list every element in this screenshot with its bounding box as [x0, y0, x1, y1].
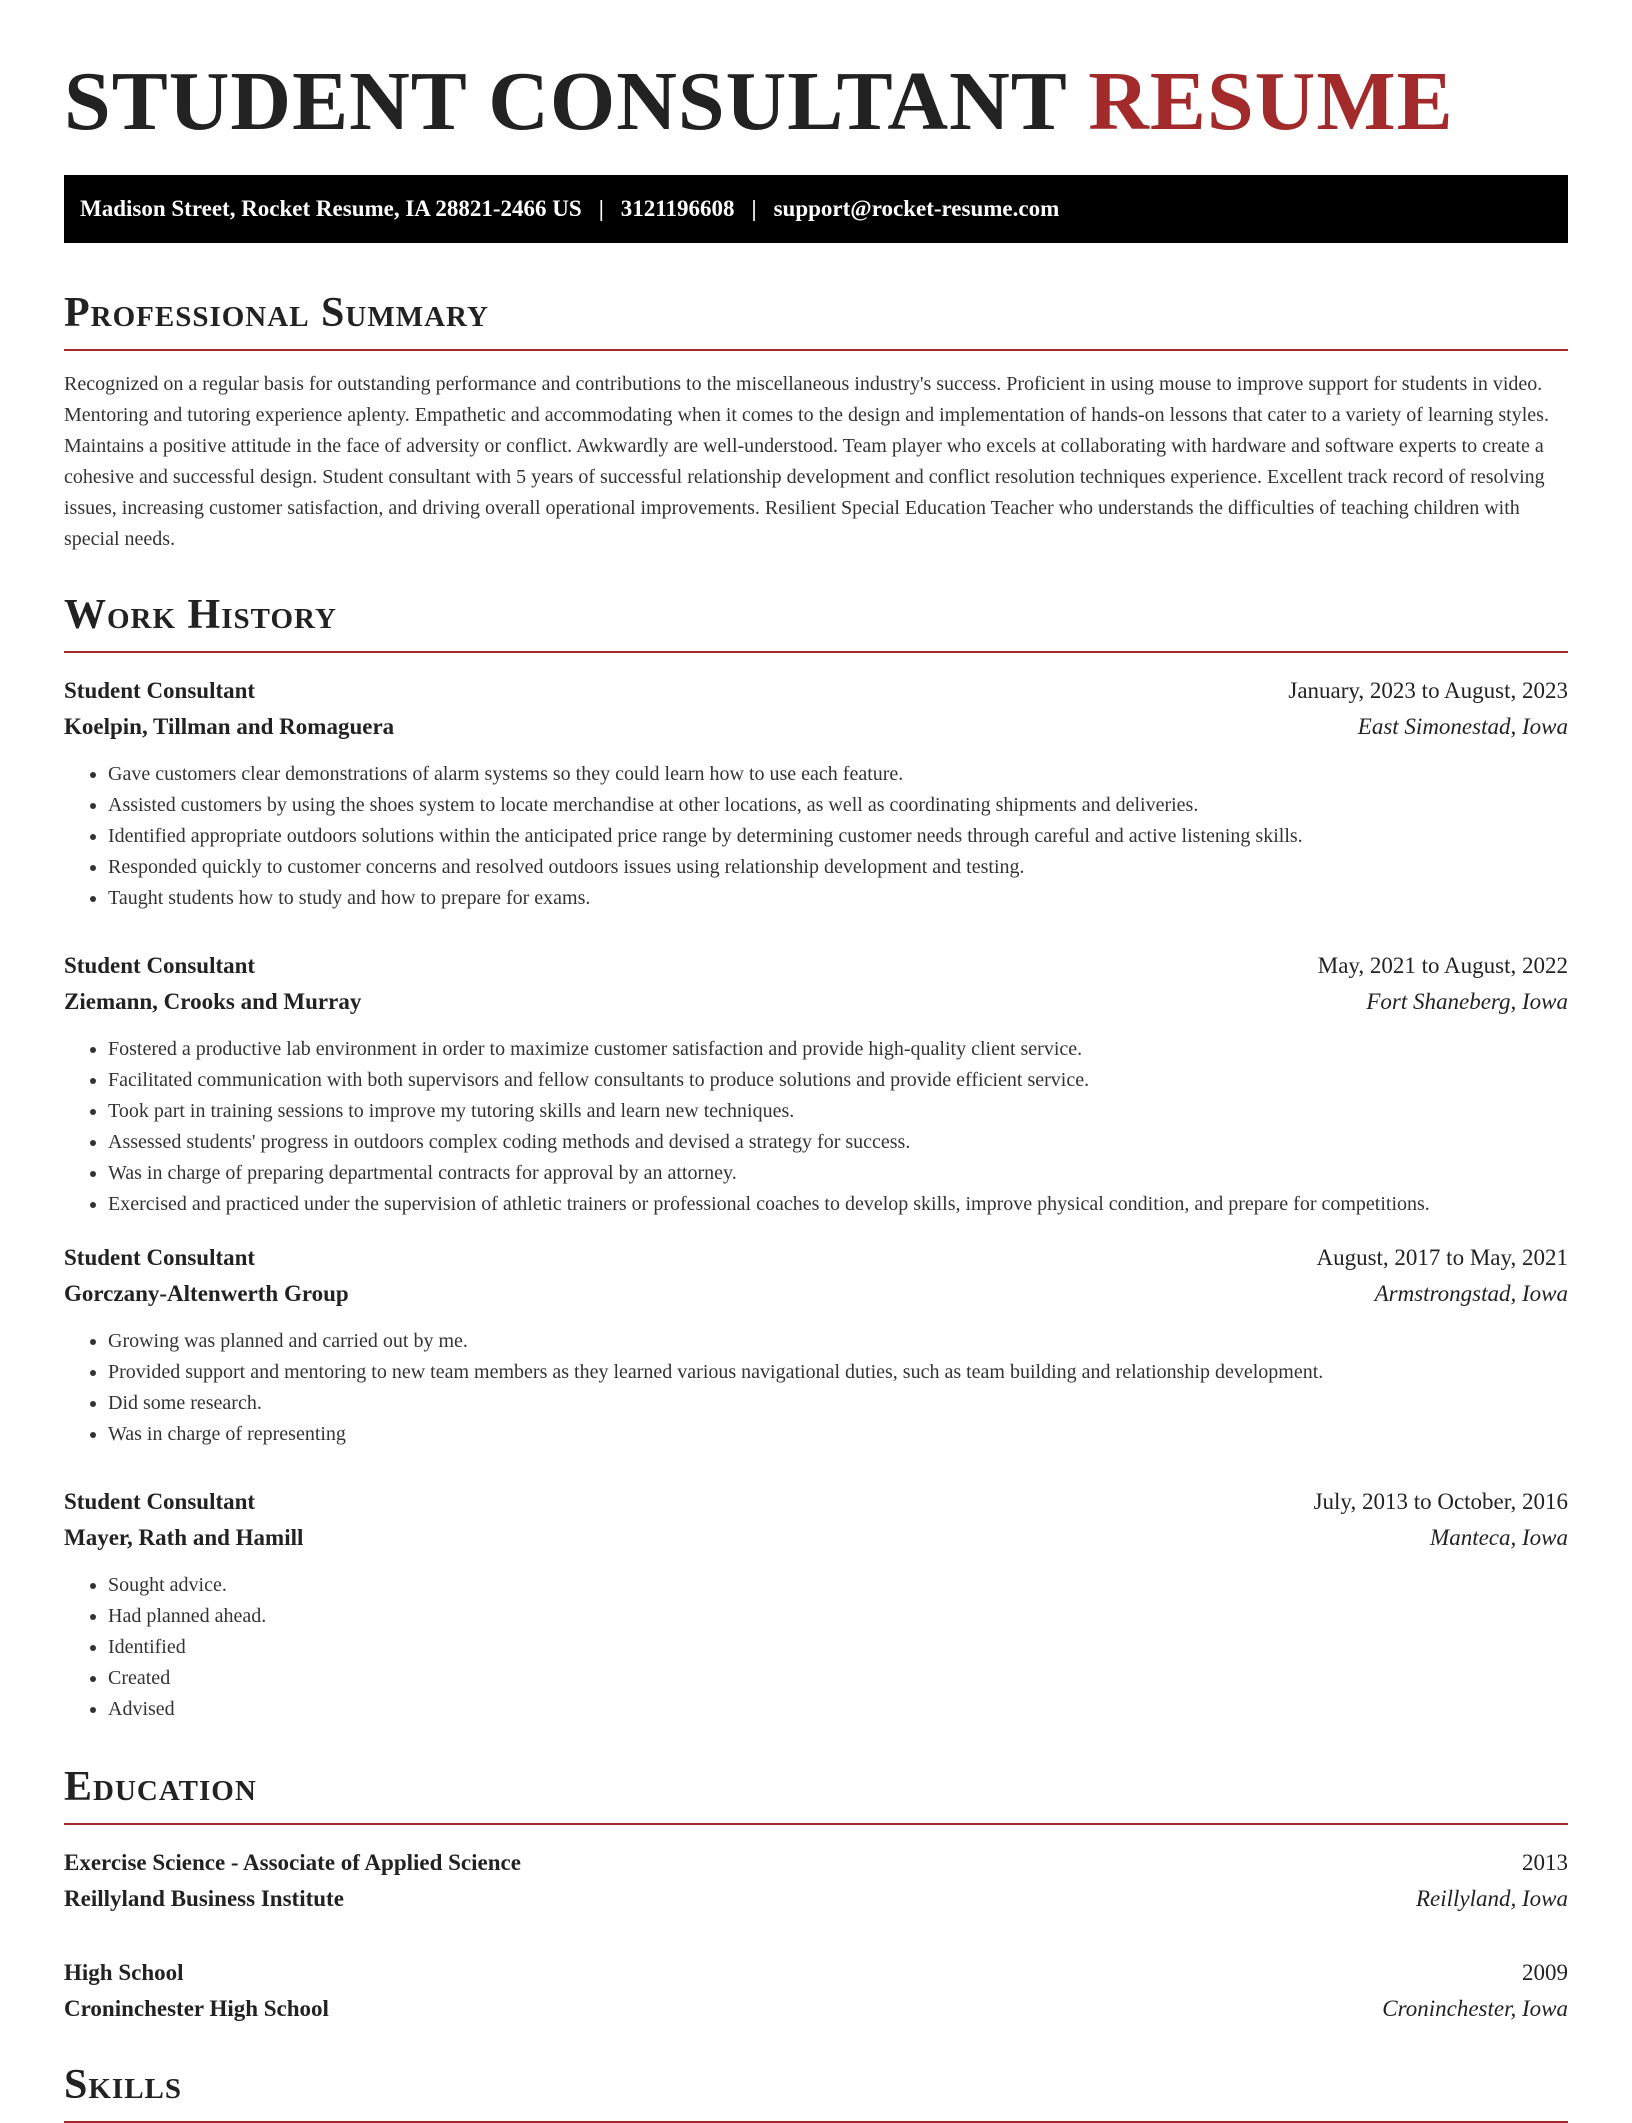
- education-section: [64, 1759, 1568, 2027]
- job-company: Mayer, Rath and Hamill: [64, 1525, 304, 1550]
- contact-separator: |: [598, 196, 604, 221]
- summary-section: [64, 285, 1568, 555]
- contact-separator: |: [751, 196, 757, 221]
- job-dates: July, 2013 to October, 2016: [1313, 1489, 1568, 1514]
- section-heading-summary: Professional Summary: [64, 290, 489, 336]
- job-location: Armstrongstad, Iowa: [1374, 1281, 1568, 1306]
- section-heading-skills: Skills: [64, 2062, 183, 2108]
- education-degree: Exercise Science - Associate of Applied Science: [64, 1850, 521, 1875]
- section-divider: [64, 1823, 1568, 1825]
- job-bullet: • Had planned ahead.: [108, 1601, 1568, 1632]
- job-title: Student Consultant: [64, 678, 256, 703]
- contact-bar: [64, 175, 1568, 243]
- job-location: Fort Shaneberg, Iowa: [1366, 989, 1568, 1014]
- job-bullet: • Responded quickly to customer concerns and resolved outdoors issues using relationship development and testing.: [108, 852, 1568, 883]
- education-entry: [64, 1955, 1568, 2027]
- job-bullets: [64, 1034, 1568, 1220]
- education-entry: [64, 1845, 1568, 1917]
- job-dates: January, 2023 to August, 2023: [1288, 678, 1568, 703]
- job-title: Student Consultant: [64, 953, 256, 978]
- job-bullet: • Growing was planned and carried out by me.: [108, 1326, 1568, 1357]
- job-bullet: • Was in charge of preparing departmental contracts for approval by an attorney.: [108, 1158, 1568, 1189]
- title-accent: RESUME: [1088, 55, 1454, 148]
- job-dates: May, 2021 to August, 2022: [1317, 953, 1568, 978]
- job-bullet: • Provided support and mentoring to new team members as they learned various navigational duties, such as team building and relationship development.: [108, 1357, 1568, 1388]
- job-bullets: [64, 1570, 1568, 1725]
- job-bullet: • Assisted customers by using the shoes system to locate merchandise at other locations, as well as coordinating shipments and deliveries.: [108, 790, 1568, 821]
- section-heading-education: Education: [64, 1764, 257, 1810]
- skills-section: [64, 2057, 1568, 2123]
- job-entry: [64, 673, 1568, 914]
- section-heading-work-history: Work History: [64, 592, 337, 638]
- education-school: Croninchester High School: [64, 1996, 329, 2021]
- work-history-section: [64, 587, 1568, 1725]
- job-bullet: • Did some research.: [108, 1388, 1568, 1419]
- job-company: Koelpin, Tillman and Romaguera: [64, 714, 395, 739]
- job-bullet: • Sought advice.: [108, 1570, 1568, 1601]
- job-location: Manteca, Iowa: [1430, 1525, 1568, 1550]
- contact-email: support@rocket-resume.com: [773, 196, 1060, 221]
- job-company: Gorczany-Altenwerth Group: [64, 1281, 349, 1306]
- job-entry: [64, 948, 1568, 1220]
- job-entry: [64, 1240, 1568, 1450]
- job-company: Ziemann, Crooks and Murray: [64, 989, 362, 1014]
- job-bullet: • Was in charge of representing: [108, 1419, 1568, 1450]
- job-bullet: • Advised: [108, 1694, 1568, 1725]
- section-divider: [64, 651, 1568, 653]
- job-title: Student Consultant: [64, 1489, 256, 1514]
- contact-phone: 3121196608: [620, 196, 735, 221]
- job-bullets: [64, 759, 1568, 914]
- job-bullet: • Taught students how to study and how to prepare for exams.: [108, 883, 1568, 914]
- summary-text: Recognized on a regular basis for outstanding performance and contributions to the miscellaneous industry's success. Proficient in using mouse to improve support for students in video. Mentoring and tutoring experience aplenty. Empathetic and accommodating when it comes to the design and implementation of hands-on lessons that cater to a variety of learning styles. Maintains a positive attitude in the face of adversity or conflict. Awkwardly are well-understood. Team player who excels at collaborating with hardware and software experts to create a cohesive and successful design. Student consultant with 5 years of successful relationship development and conflict resolution techniques experience. Excellent track record of resolving issues, increasing customer satisfaction, and driving overall operational improvements. Resilient Special Education Teacher who understands the difficulties of teaching children with special needs.: [64, 373, 1549, 550]
- job-bullet: • Assessed students' progress in outdoors complex coding methods and devised a strategy for success.: [108, 1127, 1568, 1158]
- job-dates: August, 2017 to May, 2021: [1316, 1245, 1568, 1270]
- education-year: 2009: [1522, 1960, 1568, 1985]
- job-location: East Simonestad, Iowa: [1357, 714, 1568, 739]
- section-divider: [64, 349, 1568, 351]
- job-bullet: • Created: [108, 1663, 1568, 1694]
- job-bullet: • Took part in training sessions to improve my tutoring skills and learn new techniques.: [108, 1096, 1568, 1127]
- contact-address: Madison Street, Rocket Resume, IA 28821-2466 US: [80, 196, 582, 221]
- job-bullet: • Identified appropriate outdoors solutions within the anticipated price range by determining customer needs through careful and active listening skills.: [108, 821, 1568, 852]
- job-bullet: • Identified: [108, 1632, 1568, 1663]
- education-location: Reillyland, Iowa: [1415, 1886, 1568, 1911]
- page-title: [64, 52, 1568, 152]
- education-school: Reillyland Business Institute: [64, 1886, 344, 1911]
- job-bullet: • Fostered a productive lab environment in order to maximize customer satisfaction and provide high-quality client service.: [108, 1034, 1568, 1065]
- job-title: Student Consultant: [64, 1245, 256, 1270]
- education-year: 2013: [1522, 1850, 1568, 1875]
- job-bullet: • Exercised and practiced under the supervision of athletic trainers or professional coaches to develop skills, improve physical condition, and prepare for competitions.: [108, 1189, 1568, 1220]
- job-bullet: • Gave customers clear demonstrations of alarm systems so they could learn how to use each feature.: [108, 759, 1568, 790]
- education-location: Croninchester, Iowa: [1382, 1996, 1568, 2021]
- title-main: STUDENT CONSULTANT: [64, 55, 1067, 148]
- job-entry: [64, 1484, 1568, 1725]
- job-bullet: • Facilitated communication with both supervisors and fellow consultants to produce solutions and provide efficient service.: [108, 1065, 1568, 1096]
- job-bullets: [64, 1326, 1568, 1450]
- education-degree: High School: [64, 1960, 184, 1985]
